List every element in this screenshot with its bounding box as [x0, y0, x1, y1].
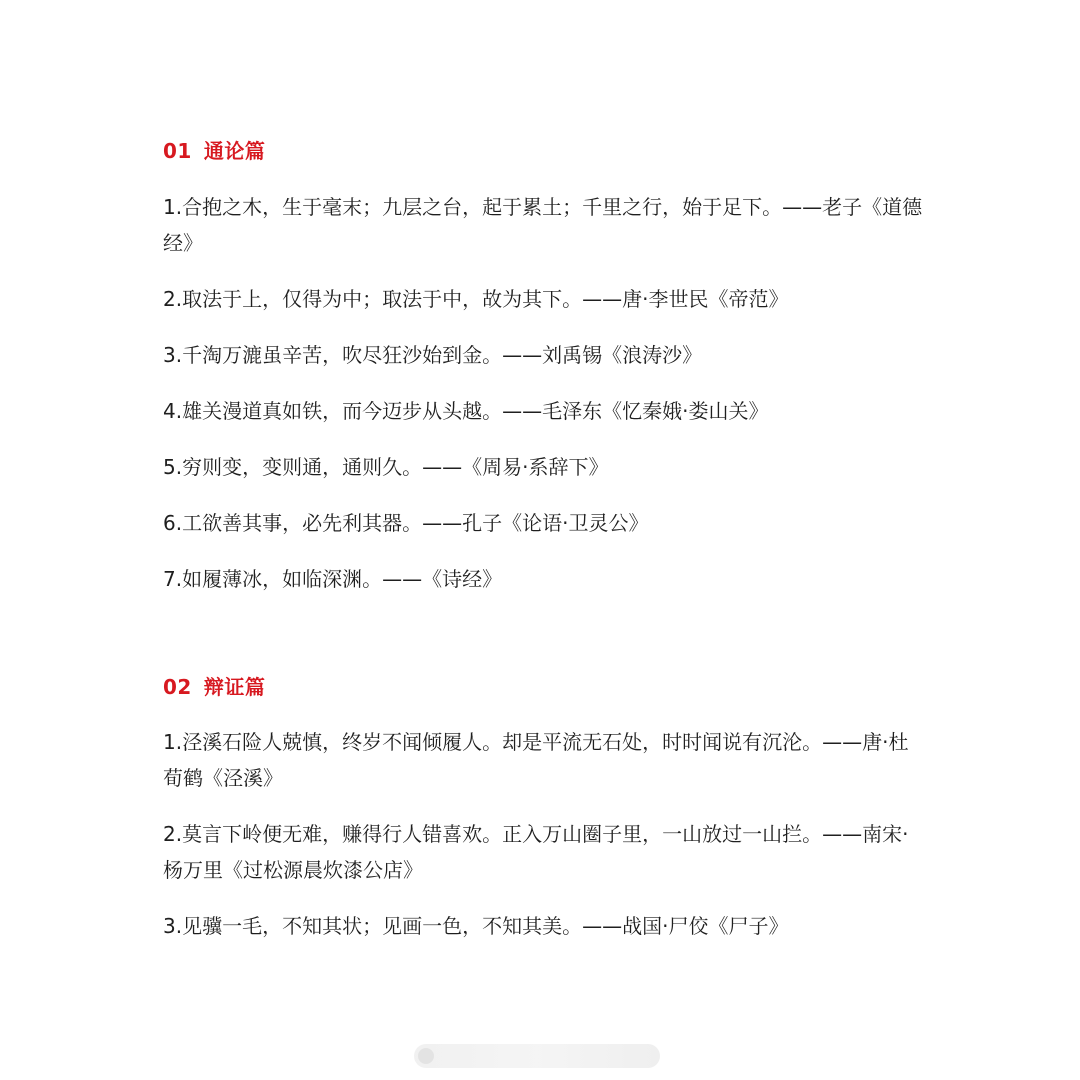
quote-list	[163, 189, 923, 597]
section-title	[163, 670, 923, 704]
quote-item: 1.泾溪石险人兢慎，终岁不闻倾履人。却是平流无石处，时时闻说有沉沦。——唐·杜荀鹤《泾溪》	[163, 730, 909, 790]
section-general	[163, 134, 923, 617]
quote-item: 3.千淘万漉虽辛苦，吹尽狂沙始到金。——刘禹锡《浪涛沙》	[163, 343, 703, 367]
section-number: 02	[163, 675, 192, 699]
quote-item: 1.合抱之木，生于毫末；九层之台，起于累土；千里之行，始于足下。——老子《道德经》	[163, 195, 923, 255]
section-dialectic	[163, 670, 923, 964]
quote-list	[163, 724, 923, 944]
quote-item: 6.工欲善其事，必先利其器。——孔子《论语·卫灵公》	[163, 511, 649, 535]
quote-item: 2.取法于上，仅得为中；取法于中，故为其下。——唐·李世民《帝范》	[163, 287, 789, 311]
quote-item: 7.如履薄冰，如临深渊。——《诗经》	[163, 567, 503, 591]
watermark-bar	[414, 1044, 660, 1068]
quote-item: 5.穷则变，变则通，通则久。——《周易·系辞下》	[163, 455, 609, 479]
quote-item: 2.莫言下岭便无难，赚得行人错喜欢。正入万山圈子里，一山放过一山拦。——南宋·杨万里《过松源晨炊漆公店》	[163, 822, 909, 882]
section-title	[163, 134, 923, 168]
quote-item: 3.见骥一毛，不知其状；见画一色，不知其美。——战国·尸佼《尸子》	[163, 914, 789, 938]
watermark-avatar-icon	[418, 1048, 434, 1064]
section-number: 01	[163, 139, 192, 163]
section-title-text: 通论篇	[203, 139, 266, 163]
section-title-text: 辩证篇	[203, 675, 266, 699]
quote-item: 4.雄关漫道真如铁，而今迈步从头越。——毛泽东《忆秦娥·娄山关》	[163, 399, 769, 423]
